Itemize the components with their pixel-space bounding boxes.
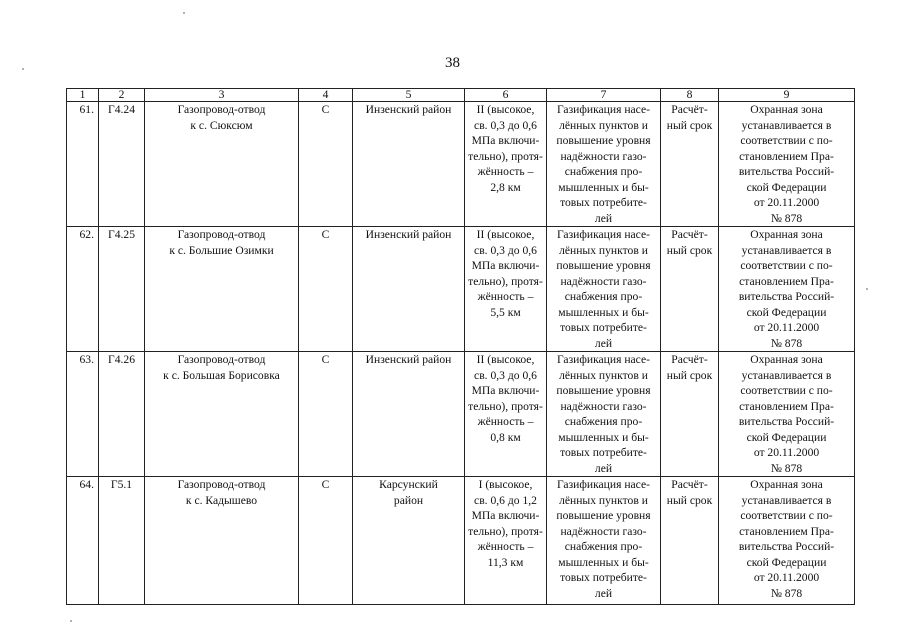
table-row bbox=[67, 477, 855, 605]
district: Инзенский район bbox=[353, 352, 465, 477]
object-code: Г5.1 bbox=[99, 477, 145, 605]
object-name: Газопровод-отвод к с. Большие Озимки bbox=[145, 227, 299, 352]
object-name: Газопровод-отвод к с. Большая Борисовка bbox=[145, 352, 299, 477]
category: С bbox=[299, 477, 353, 605]
header-cell-4: 4 bbox=[299, 89, 353, 102]
term: Расчёт- ный срок bbox=[661, 352, 719, 477]
term: Расчёт- ный срок bbox=[661, 477, 719, 605]
category: С bbox=[299, 352, 353, 477]
protection-zone: Охранная зона устанавливается в соответствии с по- становлением Пра- вительства Россий- ской Федерации от 20.11.2000 № 878 bbox=[719, 102, 855, 227]
row-number: 62. bbox=[67, 227, 99, 352]
header-cell-2: 2 bbox=[99, 89, 145, 102]
table-row bbox=[67, 227, 855, 352]
scan-speck bbox=[70, 620, 72, 622]
header-cell-1: 1 bbox=[67, 89, 99, 102]
district: Инзенский район bbox=[353, 227, 465, 352]
purpose: Газификация насе- лённых пунктов и повышение уровня надёжности газо- снабжения про- мышленных и бы- товых потребите- лей bbox=[547, 352, 661, 477]
row-number: 64. bbox=[67, 477, 99, 605]
purpose: Газификация насе- лённых пунктов и повышение уровня надёжности газо- снабжения про- мышленных и бы- товых потребите- лей bbox=[547, 227, 661, 352]
header-cell-7: 7 bbox=[547, 89, 661, 102]
term: Расчёт- ный срок bbox=[661, 227, 719, 352]
object-code: Г4.25 bbox=[99, 227, 145, 352]
header-cell-6: 6 bbox=[465, 89, 547, 102]
table-row bbox=[67, 102, 855, 227]
header-cell-5: 5 bbox=[353, 89, 465, 102]
district: Инзенский район bbox=[353, 102, 465, 227]
table-row bbox=[67, 352, 855, 477]
protection-zone: Охранная зона устанавливается в соответствии с по- становлением Пра- вительства Россий- ской Федерации от 20.11.2000 № 878 bbox=[719, 227, 855, 352]
row-number: 61. bbox=[67, 102, 99, 227]
category: С bbox=[299, 102, 353, 227]
object-code: Г4.24 bbox=[99, 102, 145, 227]
purpose: Газификация насе- лённых пунктов и повышение уровня надёжности газо- снабжения про- мышленных и бы- товых потребите- лей bbox=[547, 477, 661, 605]
header-row bbox=[67, 89, 855, 102]
object-name: Газопровод-отвод к с. Сюксюм bbox=[145, 102, 299, 227]
object-name: Газопровод-отвод к с. Кадышево bbox=[145, 477, 299, 605]
protection-zone: Охранная зона устанавливается в соответствии с по- становлением Пра- вительства Россий- ской Федерации от 20.11.2000 № 878 bbox=[719, 352, 855, 477]
scan-speck bbox=[183, 12, 185, 14]
row-number: 63. bbox=[67, 352, 99, 477]
category: С bbox=[299, 227, 353, 352]
purpose: Газификация насе- лённых пунктов и повышение уровня надёжности газо- снабжения про- мышленных и бы- товых потребите- лей bbox=[547, 102, 661, 227]
parameters: II (высокое, св. 0,3 до 0,6 МПа включи- тельно), протя- жённость – 2,8 км bbox=[465, 102, 547, 227]
district: Карсунский район bbox=[353, 477, 465, 605]
parameters: II (высокое, св. 0,3 до 0,6 МПа включи- тельно), протя- жённость – 5,5 км bbox=[465, 227, 547, 352]
header-cell-9: 9 bbox=[719, 89, 855, 102]
term: Расчёт- ный срок bbox=[661, 102, 719, 227]
pipeline-table bbox=[66, 88, 855, 605]
protection-zone: Охранная зона устанавливается в соответствии с по- становлением Пра- вительства Россий- ской Федерации от 20.11.2000 № 878 bbox=[719, 477, 855, 605]
scan-speck bbox=[22, 68, 24, 70]
header-cell-3: 3 bbox=[145, 89, 299, 102]
object-code: Г4.26 bbox=[99, 352, 145, 477]
parameters: I (высокое, св. 0,6 до 1,2 МПа включи- тельно), протя- жённость – 11,3 км bbox=[465, 477, 547, 605]
page-number: 38 bbox=[445, 55, 460, 71]
parameters: II (высокое, св. 0,3 до 0,6 МПа включи- тельно), протя- жённость – 0,8 км bbox=[465, 352, 547, 477]
header-cell-8: 8 bbox=[661, 89, 719, 102]
scan-speck bbox=[866, 288, 868, 290]
